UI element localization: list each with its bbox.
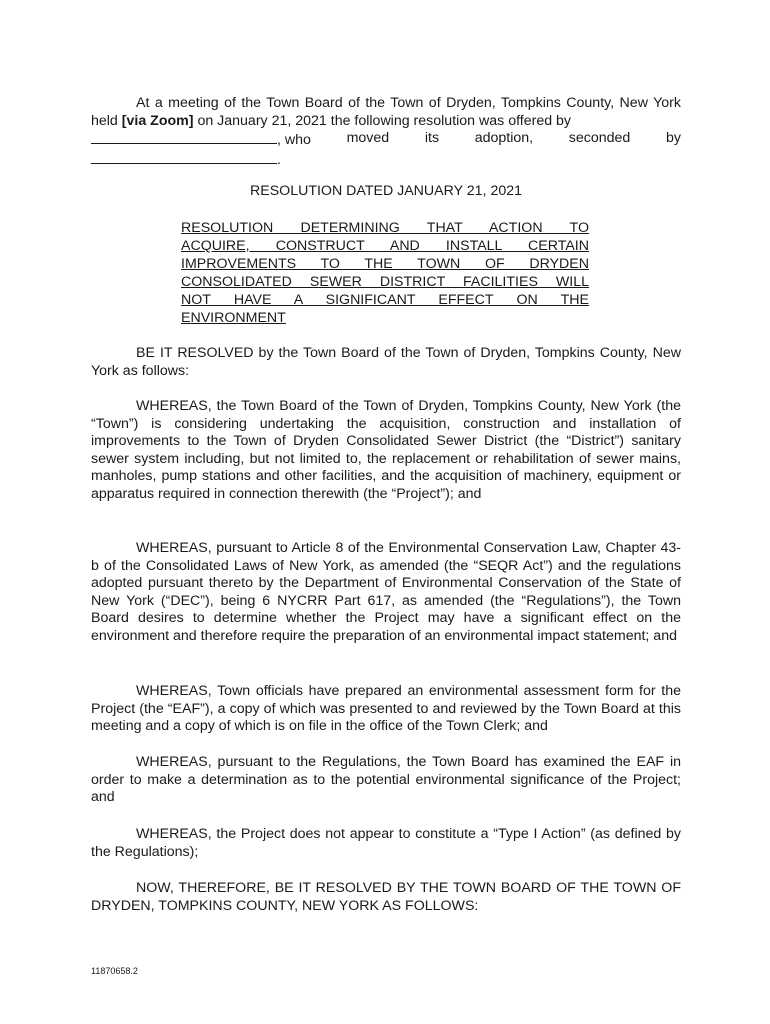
resolution-heading: RESOLUTION DATED JANUARY 21, 2021 [249, 183, 523, 199]
intro-line2: , who moved its adoption, seconded by [91, 130, 681, 150]
paragraph-be-it-resolved: BE IT RESOLVED by the Town Board of the Town of Dryden, Tompkins County, New York as follows: [91, 345, 681, 379]
intro-paragraph [91, 95, 681, 169]
intro-line3: . [91, 150, 681, 170]
paragraph-now-therefore: NOW, THEREFORE, BE IT RESOLVED BY THE TOWN BOARD OF THE TOWN OF DRYDEN, TOMPKINS COUNTY, NEW YORK AS FOLLOWS: [91, 880, 681, 914]
via-zoom-text: [via Zoom] [121, 112, 194, 129]
intro-line1: At a meeting of the Town Board of the Town of Dryden, Tompkins County, New York held [via Zoom] on January 21, 2021 the following resolution was offered by [91, 95, 681, 129]
document-number: 11870658.2 [91, 966, 138, 976]
resolution-title: RESOLUTION DETERMINING THAT ACTION TO ACQUIRE, CONSTRUCT AND INSTALL CERTAIN IMPROVEMENTS TO THE TOWN OF DRYDEN CONSOLIDATED SEWER DISTRICT FACILITIES WILL NOT HAVE A SIGNIFICANT EFFECT ON THE ENVIRONMENT [181, 220, 589, 326]
paragraph-whereas-eaf: WHEREAS, Town officials have prepared an environmental assessment form for the Project (the “EAF”), a copy of which was presented to and reviewed by the Town Board at this meeting and a copy of which is on file in the office of the Town Clerk; and [91, 683, 681, 735]
offered-by-blank [91, 130, 277, 144]
paragraph-whereas-project: WHEREAS, the Town Board of the Town of Dryden, Tompkins County, New York (the “Town”) is considering undertaking the acquisition, construction and installation of improvements to the Town of Dryden Consolidated Sewer District (the “District”) sanitary sewer system including, but not limited to, the replacement or rehabilitation of sewer mains, manholes, pump stations and other facilities, and the acquisition of machinery, equipment or apparatus required in connection therewith (the “Project”); and [91, 398, 681, 502]
paragraph-whereas-type-i: WHEREAS, the Project does not appear to constitute a “Type I Action” (as defined by the Regulations); [91, 826, 681, 860]
paragraph-whereas-seqr: WHEREAS, pursuant to Article 8 of the Environmental Conservation Law, Chapter 43-b of the Consolidated Laws of New York, as amended (the “SEQR Act”) and the regulations adopted pursuant thereto by the Department of Environmental Conservation of the State of New York (“DEC”), being 6 NYCRR Part 617, as amended (the “Regulations”), the Town Board desires to determine whether the Project may have a significant effect on the environment and therefore require the preparation of an environmental impact statement; and [91, 540, 681, 644]
seconded-by-blank [91, 150, 277, 164]
paragraph-whereas-regulations: WHEREAS, pursuant to the Regulations, the Town Board has examined the EAF in order to make a determination as to the potential environmental significance of the Project; and [91, 754, 681, 806]
